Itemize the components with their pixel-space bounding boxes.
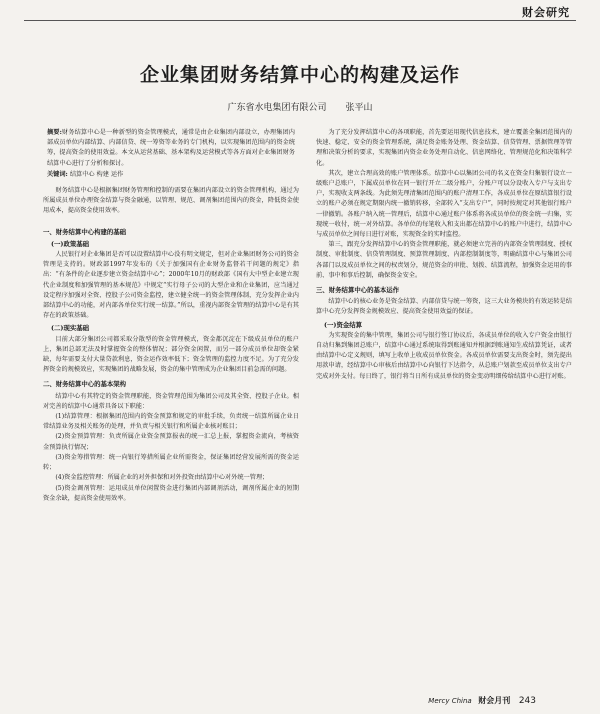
function-item: (4)资金监控管理：所属企业的对外担保和对外投资由结算中心对外统一管理； (55, 474, 269, 482)
heading-operation: 三、财务结算中心的基本运作 (316, 286, 400, 295)
left-column (43, 128, 299, 504)
paragraph-accounts: 其次，建立合理高效的账户管理体系。结算中心以集团公司的名义在资金归集银行设立一级账户总账户，下属成员单位在同一银行开立二级分账户，分账户可以分设收入专户与支出专户，实现收支两条线。为此须先理清集团范围内的账户清理工作，各成员单位在原结算银行设立的账户必须在规定期限内统一撤销转移，全部转入“支出专户”，同时按规定对其他银行账户一律撤销。各账户纳入统一管理后，结算中心通过账户体系将各成员单位的资金统一归集，实现统一收付，统一对外结算。各单位的每笔收入和支出都在结算中心的账户中进行，结算中心与成员单位之间每日进行对账，实现资金的实时监控。 (316, 169, 572, 239)
function-item: (2)资金预算管理：负责所属企业资金预算报表的统一汇总上报，掌握资金流向，考核资金预算执行情况； (43, 433, 299, 451)
journal-cn: 财会月刊 (478, 696, 511, 705)
abstract-label: 摘要: (47, 129, 62, 136)
paragraph-realistic: 目前大部分集团公司都采取分散型的资金管理模式，资金都沉淀在下级成员单位的账户上，集团总部无法及时掌握资金的整体情况；部分资金闲置，而另一部分成员单位却资金紧缺，每年需要支付大量贷款利息，资金运作效率低下；资金管理的监控力度不足。为了充分发挥资金的规模效应，实现集团的战略发展，资金的集中管理成为企业集团目前急需的问题。 (43, 335, 299, 374)
keywords (47, 170, 295, 180)
article-title: 企业集团财务结算中心的构建及运作 (139, 64, 460, 86)
byline (0, 100, 600, 113)
header-rule (24, 20, 576, 21)
subheading-policy: (一)政策基础 (51, 239, 90, 248)
subheading-realistic: (二)现实基础 (51, 324, 90, 333)
subheading-settlement: (一)资金结算 (324, 320, 363, 329)
paragraph-operation: 结算中心的核心业务是资金结算、内部信贷与统一筹资，这三大业务模块的有效运转是结算中心充分发挥资金规模效应、提高资金使用效益的保证。 (316, 298, 572, 316)
page-header (0, 0, 600, 22)
keywords-label: 关键词: (47, 170, 68, 178)
keywords-text: 结算中心 构建 运作 (69, 170, 124, 178)
paragraph-rules: 第三，跟充分发挥结算中心的资金管理职能，就必须建立完善的内部资金管理制度、授权制度、审批制度、信贷管理制度、预算管理制度、内部控制制度等，明确结算中心与集团公司各部门以及成员单位之间的权责划分，规范资金的审批、划拨、结算流程，加强资金运用的事前、事中和事后控制，确保资金安全。 (316, 241, 572, 279)
author: 张平山 (345, 103, 373, 113)
paragraph-policy: 人民银行对企业集团是否可以设置结算中心没有明文规定，但对企业集团财务公司的资金管理是支持的。财政部1997年发布的《关于加强国有企业财务监督若干问题的规定》指出：“有条件的企业逐步建立资金结算中心”；2000年10月的财政部《国有大中型企业建立现代企业制度和加强管理的基本规范》中规定“实行母子公司的大型企业和企业集团，应当通过设定程序加强对全资、控股子公司资金监控，建立健全统一的资金管理体制，充分发挥企业内部结算中心的功能，对内部各单位实行统一结算。”所以，重视内部资金管理的结算中心是有其存在的政策基础。 (43, 251, 299, 320)
spacer (43, 217, 299, 223)
heading-basis: 一、财务结算中心构建的基础 (43, 227, 127, 236)
paragraph-structure-intro: 结算中心有其特定的资金管理职能，资金管理范围为集团公司及其全资、控股子企业。相对完善的结算中心通常具备以下职能： (43, 392, 299, 410)
intro-paragraph: 财务结算中心是根据集团财务管理和控制的需要在集团内部设立的资金管理机构，通过为所属成员单位办理资金结算与资金融通，以管理、规范、调剂集团范围内的资金，降低资金使用成本，提高资金使用效率。 (43, 187, 299, 215)
paragraph-settlement: 为实现资金的集中管理，集团公司与银行签订协议后，各成员单位的收入专户资金由银行自动归集到集团总账户，结算中心通过系统取得到账通知并根据到账通知生成结算凭证，或者由结算中心定义规则，填写上收单上收成员单位资金。各成员单位需要支出资金时，须先提出用款申请，经结算中心审核后由结算中心向银行下达指令，从总账户划款至成员单位支出专户完成对外支付。每日终了，银行将当日所有成员单位的资金变动明细传给结算中心进行对账。 (316, 331, 572, 380)
function-item: (1)结算管理：根据集团范围内的资金预算和规定的审批手续，负责统一结算所属企业日常结算业务及相关账务的处理，并负责与相关银行和所属企业核对账目； (43, 413, 299, 431)
function-item: (3)资金筹措管理：统一向银行筹措所属企业所需资金，保证集团经营发展所需的资金运转； (43, 453, 299, 472)
right-column (316, 128, 572, 382)
page-number: 243 (518, 696, 536, 706)
abstract (43, 128, 299, 186)
function-item: (5)资金调剂管理：运用成员单位闲置资金进行集团内部调剂活动，调剂所属企业的短期资金余缺，提高资金使用效率。 (43, 484, 299, 502)
abstract-text: 财务结算中心是一种新型的资金管理模式，通常是由企业集团内部设立，办理集团内部成员单位内部结算、内部信贷、统一筹资等业务的专门机构，以实现集团范围内的资金统筹，提高资金的使用效益。本文从运营基础、基本架构及运营模式等各方面对企业集团财务结算中心进行了分析和探讨。 (47, 129, 295, 167)
page-footer (428, 695, 536, 706)
journal-en: Mercy China (428, 697, 472, 705)
section-tag: 财会研究 (522, 6, 570, 19)
paragraph-system: 为了充分发挥结算中心的各项职能，首先要运用现代信息技术，建立覆盖全集团范围内的快速、稳定、安全的资金管理系统，满足资金账务处理、资金结算、信贷管理、票据管理等管理和决策分析的要求，实现集团内资金业务处理自动化、信息网络化、管理规范化和决策科学化。 (316, 129, 572, 167)
heading-structure: 二、财务结算中心的基本架构 (43, 380, 127, 389)
affiliation: 广东省水电集团有限公司 (227, 103, 327, 113)
